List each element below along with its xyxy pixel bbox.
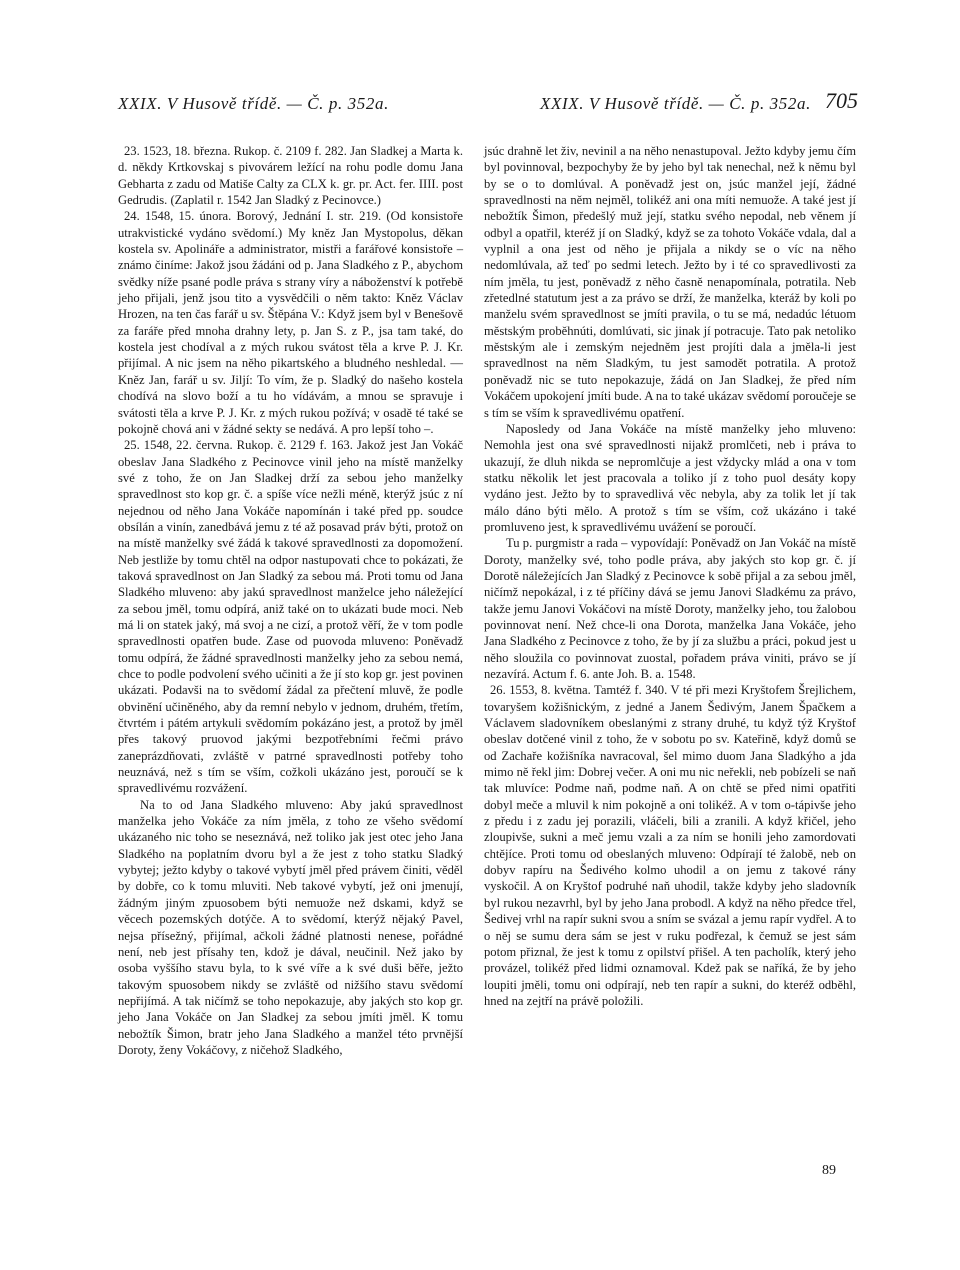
running-header <box>118 88 858 118</box>
left-text-column <box>118 143 463 1058</box>
running-title-right: XXIX. V Husově třídě. — Č. p. 352a. <box>540 94 811 113</box>
running-title-left: XXIX. V Husově třídě. — Č. p. 352a. <box>118 94 389 113</box>
left-column-paragraph: 24. 1548, 15. února. Borový, Jednání I. str. 219. (Od konsistoře utrakvistické vydáno svědomí.) My kněz Jan Mystopolus, děkan kostela sv. Apolináře a administrator, mistři a farářové konsistoře – známo činíme: Jakož jsou žádáni od p. Jana Sladkého z P., abychom svědky níže psané podle práva s strany víry a náboženství k potřebě jeho přijali, jenž jsou tito a vysvědčili o něm takto: Kněz Václav Hrozen, na ten čas farář u sv. Štěpána V.: Když jsem byl v Benešově za faráře před mnoha drahny lety, p. Jan S. z P., jsa tam také, do kostela jest chodíval a z mých rukou svátost těla a krve P. J. Kr. přijímal. A nic jsem na něho pikartského a bludného neshledal. — Kněz Jan, farář u sv. Jiljí: To vím, že p. Sladký do našeho kostela chodívá na slovo boží a tu ho vídávám, a mnou se spravuje i svátosti těla a krve P. J. Kr. z mých rukou požívá; v osadě té také se pokojně chová ani v žádné sekty se nedává. A pro lepší toho –. <box>118 209 463 436</box>
left-column-paragraph: 23. 1523, 18. března. Rukop. č. 2109 f. 282. Jan Sladkej a Marta k. d. někdy Krtkovskaj s pivovárem ležící na rohu podle domu Jana Gebharta z zadu od Matiše Calty za CLX k. gr. pr. Act. fer. IIII. post Gedrudis. (Zaplatil r. 1542 Jan Sladký z Pecinovce.) <box>118 144 463 208</box>
right-column-paragraph: jsúc drahně let živ, nevinil a na něho nenastupoval. Ježto kdyby jemu čím byl povinnoval, bezpochyby že by jeho byl tak nenechal, než k němu byl by se o to domlúval. A poněvadž jest on, jsúc manžel její, žádné spravedlnosti na něm nejměl, tolikéž ani ona míti nemuože. A také jest jí nebožtík Šimon, předešlý muž její, statku svého nepodal, neb věnem jí odbyl a opatřil, kteréž jí on Sladký, když se za tohoto Vokáče vdala, dal a vyplnil a ona jest od něho je přijala a nikdy se o víc na něho nedomlúvala, až teď po sedmi letech. Ježto by i té co spravedlivosti za ním jměla, tu jest, poněvadž z něho časně nenapomínala, potratila. Neb zřetedlné statutum jest a za právo se drží, že manželka, kteráž by koli po manželu svém spravedlnost se jmíti pravila, o tu se má, nedadúc létuom městským proběhnúti, domlúvati, sic jinak jí potracuje. Tato pak netoliko městským ale i zemským nejedněm jest projíti dala a jměla-li jest spravedlnost na něm Sladkým, tu jest samodět potratila. A protož poněvadž nic se tuto nepokazuje, žádá on Jan Sladkej, že před ním Vokáčem upokojení jmíti bude. A na to také ukázav svědomí poroučeje se s tím se vším k spravedlivému opatření. <box>484 144 856 420</box>
page-number: 705 <box>825 88 858 113</box>
right-column-paragraph: Tu p. purgmistr a rada – vypovídají: Poněvadž on Jan Vokáč na místě Doroty, manželky své, toho podle práva, aby jakých sto kop gr. č. jí Dorotě náležejících Jan Sladký z Pecinovce k sobě přijal a za sebou jměl, ničímž nepokázal, i z té příčiny dává se jemu Janovi Sladkému za právo, takže jemu Janovi Vokáčovi na místě Doroty, manželky jeho, tou žalobou povinnovat není. Než chce-li ona Dorota, manželka Jana Vokáče, jeho Jana Sladkého z Pecinovce z toho, že by jí za službu a práci, pokud jest u něho sloužila co povinnovat zuostal, pořadem práva viniti, právo se jí nezavírá. Actum f. 6. ante Joh. B. a. 1548. <box>484 536 856 681</box>
left-column-paragraph: Na to od Jana Sladkého mluveno: Aby jakú spravedlnost manželka jeho Vokáče za ním jměla, z toho ze všeho svědomí ukázaného nic toho se neseznává, než toliko jak jest otec jeho Jana Sladkého na poplatním dvoru byl a že jest z toho statku Sladký vybytej; ježto kdyby o takové vybytí jměl před právem činiti, věděl by dobře, co k tomu mluviti. Neb takové vybytí, jež oni jmenují, žádným jiným zpuosobem býti nemuože než dskami, když se věcech pozemských dotýče. A to svědomí, kterýž nějaký Pavel, nejsa přísežný, přijímal, ačkoli žádné platnosti nenese, pořádné není, neb jest přísahy ten, kdož je dával, neučinil. Než jako by osoba vyššího stavu byla, to k své víře a k své duši běře, ježto takovým spuosobem nikdy se zvláště od nižšího stavu svědomí nepřijímá. A tak ničímž se toho nepokazuje, aby jakých sto kop gr. jeho Jana Vokáče on Jan Sladkej za sebou jmíti jměl. K tomu nebožtík Šimon, bratr jeho Jana Sladkého a manžel této prvnější Doroty, ženy Vokáčovy, z ničehož Sladkého, <box>118 797 463 1057</box>
signature-mark: 89 <box>822 1163 836 1178</box>
left-column-paragraph: 25. 1548, 22. června. Rukop. č. 2129 f. 163. Jakož jest Jan Vokáč obeslav Jana Sladkého z Pecinovce vinil jeho na místě manželky své z toho, že on Jan Sladkej drží za sebou jeho manželky spravedlnost sto kop gr. č. a spíše více nežli méně, kterýž jsúc z ní nejednou od něho Jana Vokáče napomínán i také před pp. soudce obsílán a vinín, zanedbává jemu z té až posavad práv býti, protož on na místě manželky své žádá k takové spravedlnosti za dopomožení. Neb jestliže by tomu chtěl na odpor nastupovati chce to pokázati, že taková spravedlnost on Jan Sladký za sebou má. Proti tomu od Jana Sladkého mluveno: aby jakú spravedlnost manželce jeho náležející za sebou jměl, tomu odpírá, aniž také on to ukázati bude moci. Neb má li on statek jaký, má svoj a ne cizí, a protož věří, že v tom podle spravedlnosti opatřen bude. Zase od puovoda mluveno: Poněvadž tomu odpírá, že žádné spravedlnosti manželky jeho za sebou nemá, chce to podle podvolení svého učiniti a že jí sto kop gr. jest povinen ukázati. Podavši na to svědomí žádal za přečtení mluvě, že podle obvinění učiněného, aby da remní nebylo v jednom, druhém, třetím, čtvrtém i pátém artykuli svědomím pokázáno jest, a protož by jměl přes takový pruovod jakými bezpotřebními řečmi právo zaneprázdňovati, zvláště v patrné spravedlnosti potřeby toho neuznává, než s tím se vším, cožkoli ukázáno jest, poroučí se k spravedlivému rozvážení. <box>118 438 463 796</box>
right-column-paragraph: 26. 1553, 8. května. Tamtéž f. 340. V té při mezi Kryštofem Šrejlichem, tovaryšem kožišnickým, z jedné a Janem Šedivým, Janem Špačkem a Václavem sladovníkem obeslanými z strany druhé, tu když týž Kryštof obeslav dotčené vinil z toho, že v sobotu po sv. Kateřině, když domů se od Zachaře kožišníka navracoval, šel mimo duom Jana Sladkýho a jda mimo ně řekl jim: Dobrej večer. A oni mu nic neřekli, neb pobízeli se naň tak mluvíce: Podme naň, podme naň. A on chtě se před nimi opatřiti dobyl meče a mluvil k nim pokojně a oni tolikéž. A v tom o-tápivše jeho z předu i z zadu jej porazili, vláčeli, bili a zranili. A když křičel, jeho zloupivše, sukni a meč jemu vzali a za ním se honili jeho zamordovati chtějíce. Proti tomu od obeslaných mluveno: Odpírají té žalobě, neb on dobyv rapíru na Šedivého kolmo uhodil a on jemu z takové rány vyskočil. A on Kryštof podruhé naň uhodil, takže kdyby jeho sladovník byl rukou nezavrhl, byl by jeho Jana probodl. A když na něho předce třel, Šedivej vrhl na rapír sukni svou a sním se svázal a jemu rapír vydřel. A to o něj se sumu dera sám se jest v ruku podřezal, k čemuž se jest sám potom přiznal, že jest k tomu z opilství přišel. A ten pacholík, který jeho provázel, tolikéž před lidmi oznamoval. Kdež pak se naříká, že by jeho loupiti jměli, tomu oni odpírají, neb ten rapír a sukni, do kteréž odběhl, hned na zejtří na právě položili. <box>484 683 856 1008</box>
right-column-paragraph: Naposledy od Jana Vokáče na místě manželky jeho mluveno: Nemohla jest ona své spravedlnosti nijakž promlčeti, neb i práva to ukazují, že dluh nikda se nepromlčuje a jest vždycky mlád a ona v tom statku několik let jest pracovala a toliko jí z toho puol desáty kopy vydáno jest. Ježto by to spravedlivá věc nebyla, aby za tolik let jí tak málo dáno býti mělo. A protož s tím se vším, což ukázáno i také promluveno jest, k spravedlivému uvážení se poroučí. <box>484 421 856 534</box>
right-text-column <box>484 143 856 1009</box>
